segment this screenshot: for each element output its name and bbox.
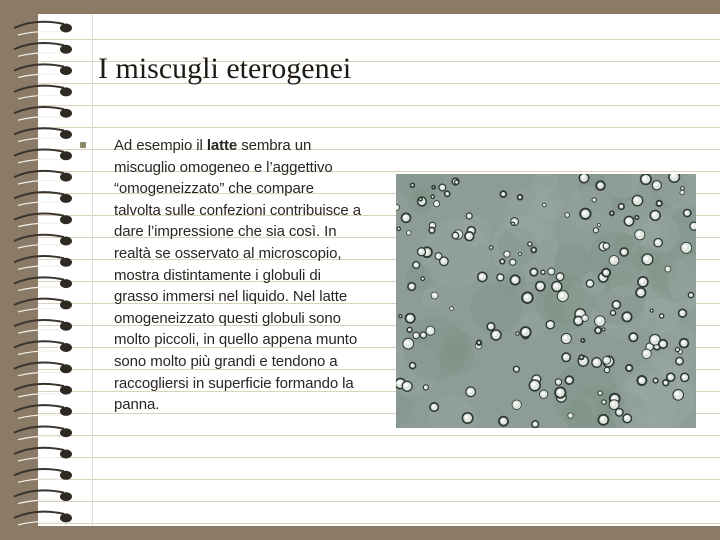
fat-globule: [582, 315, 589, 322]
fat-globule: [638, 277, 648, 287]
fat-globule: [452, 232, 459, 239]
fat-globule: [500, 191, 506, 197]
fat-globule: [562, 353, 570, 361]
fat-globule: [518, 195, 523, 200]
binding-ring: [14, 86, 72, 99]
fat-globule: [653, 378, 658, 383]
fat-globule: [598, 415, 608, 425]
fat-globule: [396, 204, 400, 210]
fat-globule: [669, 174, 680, 182]
binding-ring: [14, 43, 72, 56]
fat-globule: [552, 282, 562, 292]
fat-globule: [597, 224, 600, 227]
fat-globule: [632, 195, 642, 205]
fat-globule: [635, 216, 639, 220]
fat-globule: [596, 181, 605, 190]
fat-globule: [624, 216, 633, 225]
fat-globule: [450, 307, 454, 311]
fat-globule: [510, 259, 516, 265]
body-text-bold: latte: [206, 137, 238, 154]
fat-globule: [654, 239, 662, 247]
fat-globule: [595, 327, 601, 333]
fat-globule: [510, 275, 519, 284]
fat-globule: [580, 209, 590, 219]
fat-globule: [619, 204, 625, 210]
fat-globule: [604, 367, 609, 372]
binding-ring: [14, 320, 72, 333]
binding-ring: [14, 171, 72, 184]
fat-globule: [407, 231, 412, 236]
fat-globule: [540, 390, 548, 398]
fat-globule: [528, 242, 532, 246]
fat-globule: [579, 174, 588, 183]
fat-globule: [650, 211, 660, 221]
fat-globule: [593, 228, 598, 233]
fat-globule: [504, 251, 510, 257]
binding-ring: [14, 512, 72, 525]
fat-globule: [423, 385, 428, 390]
fat-globule: [642, 349, 651, 358]
fat-globule: [626, 365, 632, 371]
fat-globule: [522, 292, 533, 303]
fat-globule: [602, 400, 606, 404]
microscope-photo: [396, 174, 696, 428]
fat-globule: [420, 332, 426, 338]
fat-globule: [397, 227, 400, 230]
binding-ring: [14, 150, 72, 163]
fat-globule: [586, 280, 593, 287]
fat-globule: [610, 211, 614, 215]
fat-globule: [434, 201, 440, 207]
fat-globule: [500, 259, 505, 264]
fat-globule: [663, 380, 669, 386]
fat-globule: [561, 333, 571, 343]
binding-ring: [14, 426, 72, 439]
fat-globule: [514, 366, 520, 372]
fat-globule: [431, 292, 438, 299]
fat-globule: [431, 195, 434, 198]
fat-globule: [429, 227, 435, 233]
page-title: I miscugli eterogenei: [98, 52, 352, 85]
binding-ring: [14, 405, 72, 418]
fat-globule: [642, 254, 653, 265]
fat-globule: [660, 314, 664, 318]
fat-globule: [636, 288, 645, 297]
binding-ring: [14, 192, 72, 205]
fat-globule: [489, 246, 493, 250]
microscope-image: [396, 174, 696, 428]
binding-ring: [14, 107, 72, 120]
fat-globule: [548, 268, 555, 275]
margin-line: [92, 14, 93, 526]
fat-globule: [659, 340, 667, 348]
fat-globule: [676, 357, 683, 364]
fat-globule: [410, 363, 416, 369]
binding-ring: [14, 363, 72, 376]
fat-globule: [681, 373, 689, 381]
fat-globule: [557, 291, 568, 302]
fat-globule: [439, 184, 446, 191]
fat-globule: [516, 332, 519, 335]
fat-globule: [602, 328, 605, 331]
fat-globule: [673, 390, 684, 401]
fat-globule: [603, 243, 609, 249]
fat-globule: [411, 183, 415, 187]
binding-ring: [14, 490, 72, 503]
fat-globule: [598, 391, 602, 395]
fat-globule: [635, 230, 645, 240]
fat-globule: [595, 316, 606, 327]
fat-globule: [690, 222, 696, 230]
fat-globule: [688, 293, 693, 298]
fat-globule: [565, 376, 573, 384]
fat-globule: [440, 257, 449, 266]
fat-globule: [650, 309, 653, 312]
fat-globule: [652, 181, 661, 190]
fat-globule: [622, 312, 631, 321]
fat-globule: [637, 376, 646, 385]
fat-globule: [491, 330, 501, 340]
fat-globule: [462, 413, 472, 423]
fat-globule: [478, 272, 487, 281]
fat-globule: [681, 187, 685, 191]
fat-globule: [402, 381, 412, 391]
fat-globule: [421, 277, 425, 281]
fat-globule: [681, 242, 692, 253]
fat-globule: [497, 274, 504, 281]
spiral-binding-icon: [0, 0, 90, 540]
fat-globule: [430, 403, 438, 411]
fat-globule: [432, 186, 435, 189]
fat-globule: [499, 417, 508, 426]
fat-globule: [477, 341, 481, 345]
fat-globule: [679, 309, 687, 317]
fat-globule: [616, 409, 624, 417]
fat-globule: [568, 413, 573, 418]
fat-globule: [419, 198, 422, 201]
fat-globule: [556, 273, 564, 281]
fat-globule: [623, 414, 632, 423]
fat-globule: [641, 174, 651, 184]
fat-globule: [555, 379, 561, 385]
fat-globule: [620, 248, 628, 256]
fat-globule: [581, 339, 584, 342]
binding-ring: [14, 256, 72, 269]
fat-globule: [579, 355, 583, 359]
fat-globule: [512, 222, 515, 225]
fat-globule: [565, 213, 570, 218]
fat-globule: [408, 283, 416, 291]
fat-globule: [445, 191, 450, 196]
binding-ring: [14, 64, 72, 77]
fat-globule: [455, 180, 459, 184]
fat-globule: [592, 198, 596, 202]
binding-ring: [14, 469, 72, 482]
fat-globule: [675, 348, 679, 352]
fat-globule: [399, 315, 402, 318]
fat-globule: [665, 266, 671, 272]
fat-globule: [519, 252, 522, 255]
fat-globule: [536, 282, 545, 291]
body-paragraph: [114, 135, 364, 416]
fat-globule: [684, 209, 691, 216]
fat-globule: [529, 380, 540, 391]
binding-ring: [14, 277, 72, 290]
fat-globule: [466, 213, 472, 219]
fat-globule: [680, 339, 689, 348]
body-text-start: Ad esempio il: [114, 137, 207, 154]
fat-globule: [530, 268, 537, 275]
fat-globule: [611, 310, 616, 315]
fat-globule: [657, 201, 662, 206]
binding-ring: [14, 22, 72, 35]
fat-globule: [521, 327, 531, 337]
fat-globule: [629, 333, 637, 341]
fat-globule: [487, 323, 495, 331]
fat-globule: [555, 387, 565, 397]
binding-ring: [14, 213, 72, 226]
fat-globule: [603, 356, 611, 364]
bullet-icon: [80, 142, 86, 148]
binding-ring: [14, 448, 72, 461]
fat-globule: [403, 338, 414, 349]
fat-globule: [426, 326, 435, 335]
fat-globule: [532, 421, 539, 428]
body-text-rest: sembra un miscuglio omogeneo e l’aggettivo “omogeneizzato” che compare talvolta sulle confezioni contribuisce a dare l’impressione che sia così. In realtà se osservato al microscopio, mostra distintamente i globuli di grasso immersi nel liquido. Nel latte omogeneizzato questi globuli sono molto piccoli, in quello appena munto sono molto più grandi e tendono a raccogliersi in superficie formando la panna.: [114, 137, 361, 414]
fat-globule: [512, 400, 521, 409]
fat-globule: [418, 248, 426, 256]
fat-globule: [407, 327, 412, 332]
fat-globule: [531, 247, 536, 252]
fat-globule: [609, 256, 619, 266]
fat-globule: [541, 270, 545, 274]
fat-globule: [680, 190, 684, 194]
fat-globule: [413, 262, 420, 269]
fat-globule: [609, 400, 619, 410]
fat-globule: [466, 387, 476, 397]
binding-ring: [14, 384, 72, 397]
binding-ring: [14, 299, 72, 312]
binding-ring: [14, 235, 72, 248]
fat-globule: [546, 321, 554, 329]
binding-ring: [14, 341, 72, 354]
fat-globule: [612, 301, 620, 309]
fat-globule: [413, 332, 419, 338]
fat-globule: [543, 203, 547, 207]
binding-ring: [14, 128, 72, 141]
fat-globule: [602, 269, 610, 277]
fat-globule: [402, 213, 411, 222]
fat-globule: [406, 314, 415, 323]
fat-globule: [592, 358, 602, 368]
fat-globule: [465, 232, 474, 241]
